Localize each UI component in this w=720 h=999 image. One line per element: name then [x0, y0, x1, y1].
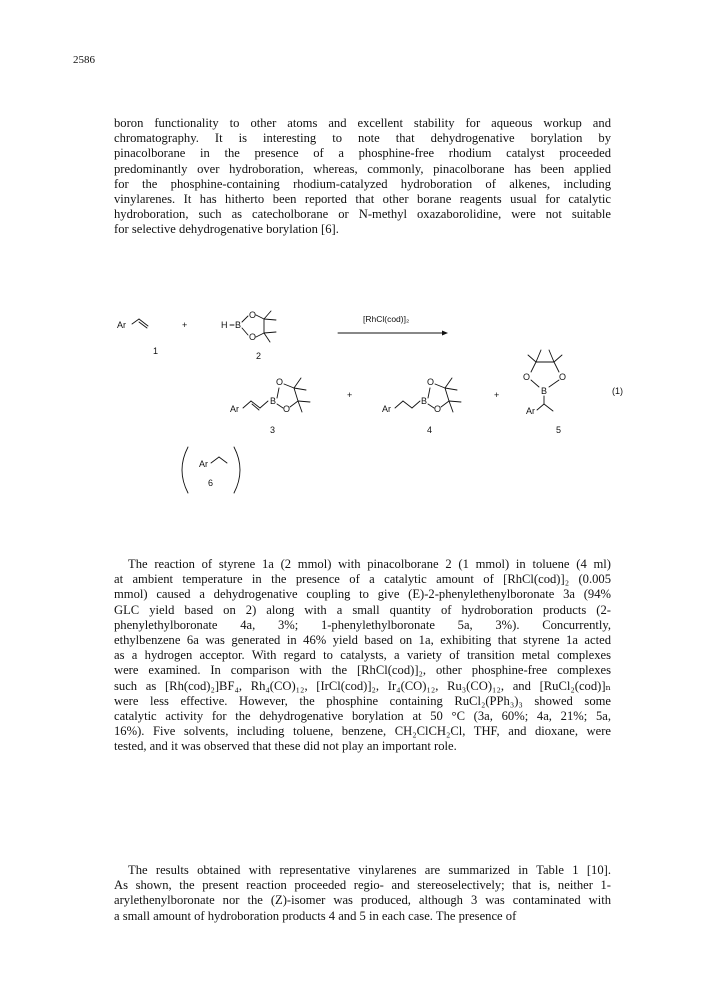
compound-label-5: 5 — [556, 425, 562, 435]
ar-label: Ar — [117, 320, 126, 330]
compound-label-3: 3 — [270, 425, 276, 435]
text-line: pinacolborane in the presence of a phosphine-free rhodium catalyst proceeded — [114, 146, 611, 161]
oxygen-label: O — [249, 332, 257, 342]
paragraph-2 — [114, 557, 611, 755]
boron-label: B — [421, 396, 428, 406]
text-line: predominantly over hydroboration, whereas, commonly, pinacolborane has been applied — [114, 161, 611, 176]
text-line: for the phosphine-containing rhodium-catalyzed hydroboration of alkenes, including — [114, 176, 611, 191]
boron-label: B — [541, 386, 548, 396]
plus-sign: + — [494, 390, 500, 400]
text-line: The reaction of styrene 1a (2 mmol) with pinacolborane 2 (1 mmol) in toluene (4 ml) — [128, 557, 611, 571]
text-line: such as [Rh(cod)₂]BF₄, Rh₄(CO)₁₂, [IrCl(cod)]₂, Ir₄(CO)₁₂, Ru₃(CO)₁₂, and [RuCl₂(cod)]ₙ — [114, 678, 611, 693]
product-5-structure — [528, 350, 562, 411]
ar-label: Ar — [526, 406, 535, 416]
reaction-scheme-drawing — [80, 300, 640, 500]
text-line: chromatography. It is interesting to note that dehydrogenative borylation by — [114, 131, 611, 146]
text-line: boron functionality to other atoms and excellent stability for aqueous workup and — [114, 116, 611, 130]
text-line: at ambient temperature in the presence of a catalytic amount of [RhCl(cod)]₂ (0.005 — [114, 572, 611, 587]
oxygen-label: O — [249, 310, 257, 320]
compound-label-6: 6 — [208, 478, 214, 488]
text-line: mmol) caused a dehydrogenative coupling to give (E)-2-phenylethenylboronate 3a (94% — [114, 587, 611, 602]
reaction-scheme — [80, 300, 640, 500]
text-line: As shown, the present reaction proceeded regio- and stereoselectively; that is, neither 1- — [114, 878, 611, 893]
paragraph-1 — [114, 116, 611, 238]
catalyst-label: [RhCl(cod)]₂ — [363, 314, 410, 324]
text-line: The results obtained with representative vinylarenes are summarized in Table 1 [10]. — [128, 863, 611, 877]
text-line: hydroboration, such as catecholborane or N-methyl oxazaborolidine, were not suitable — [114, 207, 611, 222]
compound-label-2: 2 — [256, 351, 262, 361]
text-line: were examined. In comparison with the [RhCl(cod)]₂, other phosphine-free complexes — [114, 663, 611, 678]
text-line: tested, and it was observed that these did not play an important role. — [114, 739, 457, 754]
boron-label: B — [235, 320, 242, 330]
equation-number: (1) — [612, 386, 623, 396]
plus-sign: + — [182, 320, 188, 330]
text-line: catalytic activity for the dehydrogenative borylation at 50 °C (3a, 60%; 4a, 21%; 5a, — [114, 709, 611, 724]
plus-sign: + — [347, 390, 353, 400]
text-line: GLC yield based on 2) along with a small quantity of hydroboration products (2- — [114, 602, 611, 617]
oxygen-label: O — [276, 377, 284, 387]
text-line: for selective dehydrogenative borylation [6]. — [114, 222, 339, 237]
paragraph-3 — [114, 863, 611, 924]
text-line: arylethenylboronate nor the (Z)-isomer was produced, although 3 was contaminated with — [114, 893, 611, 908]
boron-label: B — [270, 396, 277, 406]
text-line: a small amount of hydroboration products 4 and 5 in each case. The presence of — [114, 908, 517, 923]
ar-label: Ar — [382, 404, 391, 414]
ar-label: Ar — [230, 404, 239, 414]
text-line: phenylethylboronate 4a, 3%; 1-phenylethylboronate 5a, 3%). Concurrently, — [114, 617, 611, 632]
text-line: were less effective. However, the phosphine containing RuCl₂(PPh₃)₃ showed some — [114, 693, 611, 708]
oxygen-label: O — [523, 372, 531, 382]
oxygen-label: O — [559, 372, 567, 382]
oxygen-label: O — [434, 404, 442, 414]
compound-label-1: 1 — [153, 346, 159, 356]
oxygen-label: O — [427, 377, 435, 387]
styrene-structure — [132, 319, 148, 328]
h-label: H — [221, 320, 228, 330]
ar-label: Ar — [199, 459, 208, 469]
page-number: 2586 — [73, 54, 95, 66]
reaction-arrow — [338, 331, 448, 336]
compound-label-4: 4 — [427, 425, 433, 435]
oxygen-label: O — [283, 404, 291, 414]
text-line: 16%). Five solvents, including toluene, benzene, CH₂ClCH₂Cl, THF, and dioxane, were — [114, 724, 611, 739]
text-line: ethylbenzene 6a was generated in 46% yield based on 1a, exhibiting that styrene 1a acted — [114, 633, 611, 648]
text-line: vinylarenes. It has hitherto been reported that other borane reagents usual for catalytic — [114, 192, 611, 207]
text-line: as a hydrogen acceptor. With regard to catalysts, a variety of transition metal complexes — [114, 648, 611, 663]
